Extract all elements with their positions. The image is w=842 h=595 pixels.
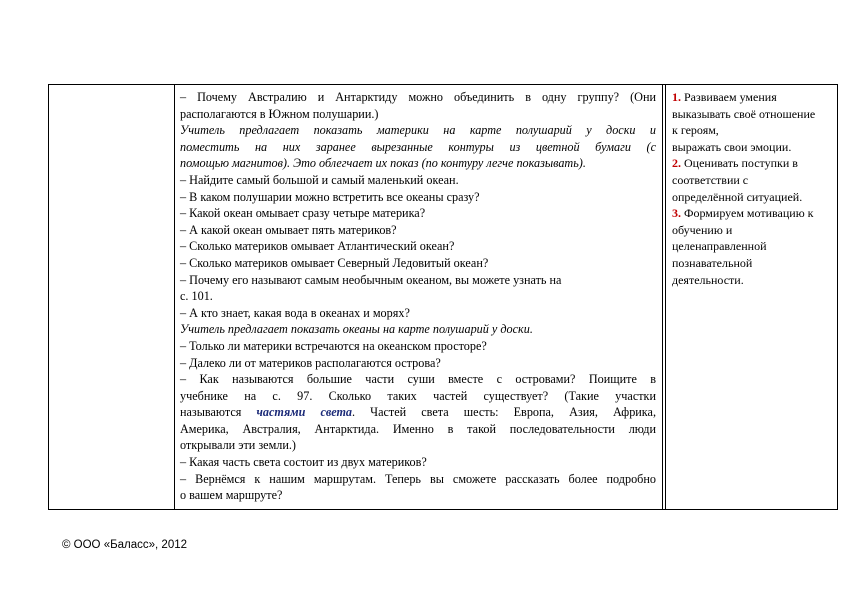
- lesson-table: [48, 84, 838, 510]
- outcome-number: 2.: [672, 156, 681, 171]
- dialogue-line: с. 101.: [180, 289, 213, 304]
- dialogue-line: располагаются в Южном полушарии.): [180, 106, 379, 121]
- dialogue-line: – Сколько материков омывает Северный Ледовитый океан?: [180, 255, 489, 270]
- dialogue-line: – Какой океан омывает сразу четыре материка?: [180, 206, 426, 221]
- dialogue-line-terms: называются частями света. Частей света шесть: Европа, Азия, Африка,: [180, 405, 656, 420]
- dialogue-line: открывали эти земли.): [180, 438, 296, 453]
- outcome-line: 1. Развиваем умения: [672, 90, 777, 104]
- dialogue-line: поместить на них заранее вырезанные контуры из цветной бумаги (с: [180, 139, 656, 154]
- dialogue-line: – В каком полушарии можно встретить все океаны сразу?: [180, 189, 480, 204]
- outcome-line: 3. Формируем мотивацию к: [672, 206, 814, 221]
- outcome-line: 2. Оценивать поступки в: [672, 156, 798, 171]
- dialogue-line: – А кто знает, какая вода в океанах и морях?: [180, 305, 410, 320]
- stage-column: [49, 85, 175, 509]
- outcome-line: к героям,: [672, 123, 719, 138]
- dialogue-line: – А какой океан омывает пять материков?: [180, 222, 397, 237]
- dialogue-line: – Почему Австралию и Антарктиду можно объединить в одну группу? (Они: [180, 90, 656, 104]
- outcome-line: выказывать своё отношение: [672, 106, 816, 121]
- learning-outcomes-column: [665, 85, 837, 509]
- dialogue-line: – Только ли материки встречаются на океанском просторе?: [180, 338, 487, 353]
- dialogue-line: учебнике на с. 97. Сколько таких частей существует? (Такие участки: [180, 388, 656, 403]
- outcome-line: выражать свои эмоции.: [672, 139, 792, 154]
- outcome-line: целенаправленной: [672, 239, 767, 254]
- copyright-footer: © ООО «Баласс», 2012: [62, 539, 188, 551]
- outcome-number: 1.: [672, 90, 681, 104]
- dialogue-line: – Вернёмся к нашим маршрутам. Теперь вы сможете рассказать более подробно: [180, 471, 656, 486]
- outcome-line: соответствии с: [672, 172, 749, 187]
- dialogue-line: Учитель предлагает показать океаны на карте полушарий у доски.: [180, 322, 533, 337]
- term-highlight: частями света: [256, 405, 353, 420]
- dialogue-line: Учитель предлагает показать материки на карте полушарий у доски и: [180, 123, 656, 138]
- dialogue-line: – Какая часть света состоит из двух материков?: [180, 455, 427, 470]
- dialogue-line: – Как называются большие части суши вместе с островами? Поищите в: [180, 372, 656, 387]
- dialogue-line: помощью магнитов). Это облегчает их показ (по контуру легче показывать).: [180, 156, 586, 171]
- outcome-number: 3.: [672, 206, 681, 221]
- outcome-line: деятельности.: [672, 272, 744, 287]
- dialogue-line: о вашем маршруте?: [180, 488, 283, 503]
- dialogue-line: – Найдите самый большой и самый маленький океан.: [180, 172, 459, 187]
- teacher-dialogue-column: [175, 85, 663, 509]
- dialogue-line: – Почему его называют самым необычным океаном, вы можете узнать на: [180, 272, 562, 287]
- outcome-line: обучению и: [672, 222, 733, 237]
- dialogue-line: Америка, Австралия, Антарктида. Именно в такой последовательности люди: [180, 421, 656, 436]
- dialogue-line: – Сколько материков омывает Атлантический океан?: [180, 239, 455, 254]
- outcome-line: определённой ситуацией.: [672, 189, 803, 204]
- outcome-line: познавательной: [672, 255, 753, 270]
- dialogue-line: – Далеко ли от материков располагаются острова?: [180, 355, 441, 370]
